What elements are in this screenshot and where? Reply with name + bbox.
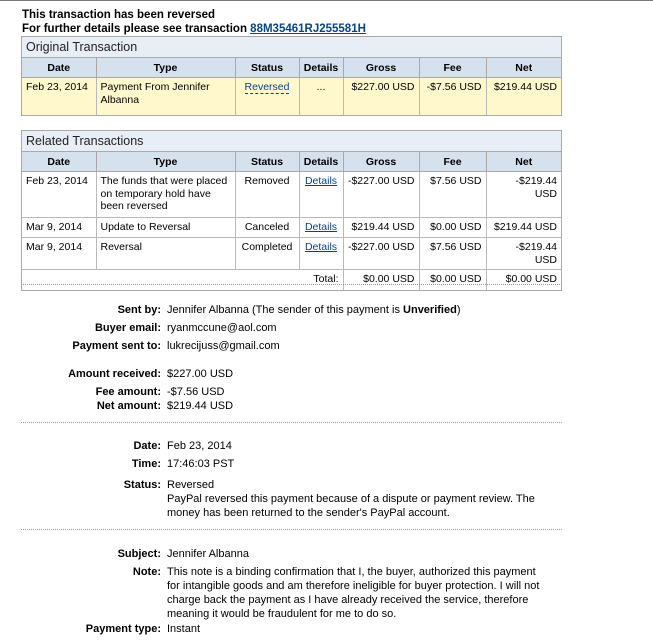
row-fee: $7.56 USD xyxy=(419,238,486,270)
col-status: Status xyxy=(235,58,299,78)
related-transactions-table xyxy=(22,152,561,290)
row-fee: -$7.56 USD xyxy=(419,78,486,115)
row-date: Mar 9, 2014 xyxy=(22,238,96,270)
time-row xyxy=(0,457,547,471)
status-reversed-link[interactable]: Reversed xyxy=(244,81,290,93)
subject-row xyxy=(0,547,547,561)
note-value: This note is a binding confirmation that I, the buyer, authorized this payment for intangible goods and am therefore ineligible for buyer protection. I will not charge back the payment as I have already received the service, therefore meaning it would be fraudulent for me to do so. xyxy=(167,566,540,620)
sent-by-close: ) xyxy=(456,304,461,316)
status-value-block xyxy=(167,478,542,520)
date-row xyxy=(0,439,547,453)
reversal-subtitle xyxy=(22,22,366,36)
row-type: Payment From Jennifer Albanna xyxy=(96,78,235,115)
col-net: Net xyxy=(486,58,561,78)
status-value: Reversed xyxy=(167,479,215,491)
details-link[interactable]: Details xyxy=(304,241,338,253)
divider xyxy=(21,529,562,530)
col-type: Type xyxy=(96,152,235,172)
payment-type-label: Payment type: xyxy=(85,623,161,635)
total-fee: $0.00 USD xyxy=(419,270,486,290)
original-transaction-panel xyxy=(21,36,562,116)
col-date: Date xyxy=(22,152,96,172)
total-label: Total: xyxy=(22,270,343,290)
status-row xyxy=(0,478,542,520)
net-amount-label: Net amount: xyxy=(96,400,161,412)
row-net: $219.44 USD xyxy=(486,78,561,115)
col-details: Details xyxy=(299,152,343,172)
fee-amount-value: -$7.56 USD xyxy=(167,386,225,398)
related-transactions-title: Related Transactions xyxy=(22,131,561,152)
details-link[interactable]: Details xyxy=(304,221,338,233)
amount-received-label: Amount received: xyxy=(68,368,161,380)
sent-by-label: Sent by: xyxy=(117,304,161,316)
sent-by-value xyxy=(167,303,547,317)
col-fee: Fee xyxy=(419,58,486,78)
payment-sent-to-value: lukrecijuss@gmail.com xyxy=(167,340,280,352)
sent-by-row xyxy=(0,303,547,317)
amount-received-row xyxy=(0,367,547,381)
time-label: Time: xyxy=(131,458,161,470)
row-details-cell xyxy=(299,172,343,218)
row-gross: -$227.00 USD xyxy=(343,238,419,270)
table-header-row xyxy=(22,58,561,78)
note-label: Note: xyxy=(132,566,161,578)
related-transactions-panel xyxy=(21,130,562,291)
buyer-email-label: Buyer email: xyxy=(94,322,161,334)
details-link[interactable]: Details xyxy=(304,175,338,187)
row-gross: -$227.00 USD xyxy=(343,172,419,218)
total-gross: $0.00 USD xyxy=(343,270,419,290)
row-details: ... xyxy=(299,78,343,115)
fee-amount-row xyxy=(0,385,547,399)
date-value: Feb 23, 2014 xyxy=(167,440,232,452)
buyer-email-value: ryanmccune@aol.com xyxy=(167,322,277,334)
col-gross: Gross xyxy=(343,58,419,78)
table-row xyxy=(22,218,561,238)
subject-label: Subject: xyxy=(117,548,161,560)
row-date: Mar 9, 2014 xyxy=(22,218,96,238)
status-note: PayPal reversed this payment because of a dispute or payment review. The money has been returned to the sender's PayPal account. xyxy=(167,493,535,519)
col-fee: Fee xyxy=(419,152,486,172)
transaction-id-link[interactable]: 88M35461RJ255581H xyxy=(250,23,366,35)
table-header-row xyxy=(22,152,561,172)
sender-verification-status: Unverified xyxy=(403,304,457,316)
col-gross: Gross xyxy=(343,152,419,172)
col-date: Date xyxy=(22,58,96,78)
row-details-cell xyxy=(299,238,343,270)
payment-type-value: Instant xyxy=(167,623,201,635)
payment-sent-to-row xyxy=(0,339,547,353)
col-details: Details xyxy=(299,58,343,78)
sent-by-name: Jennifer Albanna (The sender of this payment is xyxy=(167,304,404,316)
table-row xyxy=(22,238,561,270)
date-label: Date: xyxy=(133,440,161,452)
reversal-title: This transaction has been reversed xyxy=(22,9,216,21)
row-status-cell xyxy=(235,78,299,115)
net-amount-row xyxy=(0,399,547,413)
table-row xyxy=(22,172,561,218)
buyer-email-row xyxy=(0,321,547,335)
reversal-subtitle-text: For further details please see transaction xyxy=(22,23,247,35)
reversal-notice xyxy=(22,8,366,36)
col-type: Type xyxy=(96,58,235,78)
row-type: The funds that were placed on temporary hold have been reversed xyxy=(96,172,235,218)
table-row xyxy=(22,78,561,115)
row-date: Feb 23, 2014 xyxy=(22,172,96,218)
note-row xyxy=(0,565,542,621)
subject-value: Jennifer Albanna xyxy=(167,548,249,560)
total-row xyxy=(22,270,561,290)
total-net: $0.00 USD xyxy=(486,270,561,290)
divider xyxy=(21,422,562,423)
col-status: Status xyxy=(235,152,299,172)
row-status: Canceled xyxy=(235,218,299,238)
row-net: $219.44 USD xyxy=(486,218,561,238)
row-status: Removed xyxy=(235,172,299,218)
col-net: Net xyxy=(486,152,561,172)
row-details-cell xyxy=(299,218,343,238)
original-transaction-table xyxy=(22,58,561,115)
amount-received-value: $227.00 USD xyxy=(167,368,234,380)
original-transaction-title: Original Transaction xyxy=(22,37,561,58)
time-value: 17:46:03 PST xyxy=(167,458,235,470)
status-label: Status: xyxy=(123,479,161,491)
row-net: -$219.44 USD xyxy=(486,238,561,270)
row-type: Update to Reversal xyxy=(96,218,235,238)
divider xyxy=(21,284,562,285)
fee-amount-label: Fee amount: xyxy=(95,386,161,398)
row-gross: $227.00 USD xyxy=(343,78,419,115)
row-fee: $7.56 USD xyxy=(419,172,486,218)
row-fee: $0.00 USD xyxy=(419,218,486,238)
net-amount-value: $219.44 USD xyxy=(167,400,234,412)
row-status: Completed xyxy=(235,238,299,270)
payment-sent-to-label: Payment sent to: xyxy=(72,340,161,352)
row-gross: $219.44 USD xyxy=(343,218,419,238)
row-net: -$219.44 USD xyxy=(486,172,561,218)
row-date: Feb 23, 2014 xyxy=(22,78,96,115)
top-border xyxy=(0,0,653,1)
payment-type-row xyxy=(0,622,547,636)
row-type: Reversal xyxy=(96,238,235,270)
